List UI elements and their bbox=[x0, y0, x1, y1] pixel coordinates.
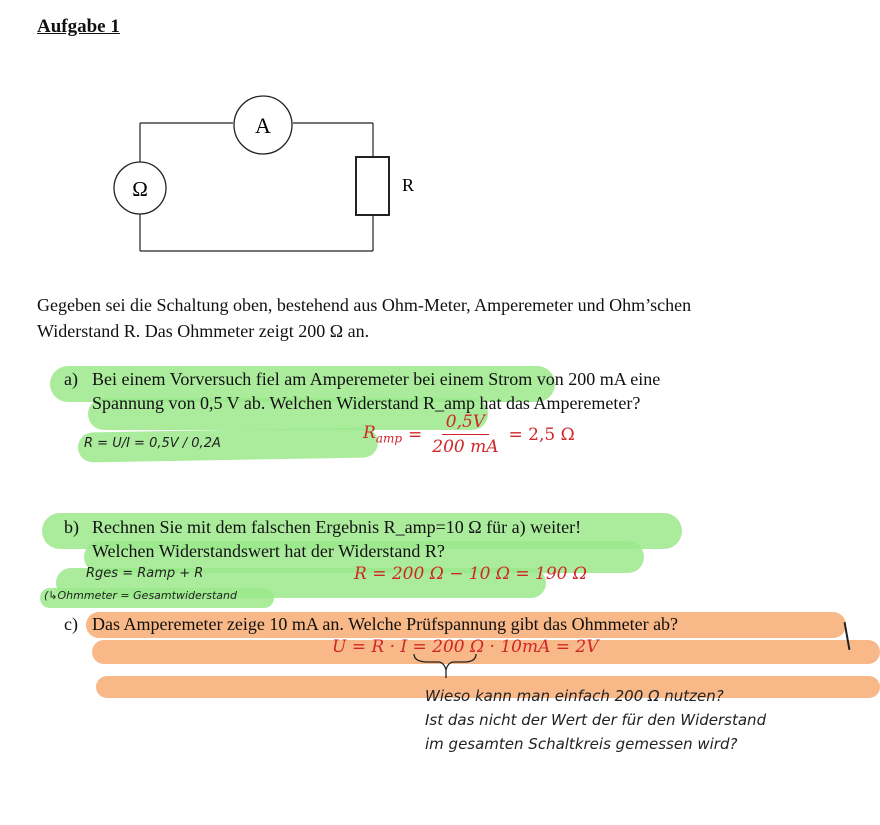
intro-line-2: Widerstand R. Das Ohmmeter zeigt 200 Ω an. bbox=[37, 321, 370, 341]
ammeter-label: A bbox=[255, 113, 271, 138]
answer-a-sub: amp bbox=[375, 431, 403, 446]
ohmmeter-label: Ω bbox=[132, 177, 148, 201]
resistor-symbol bbox=[356, 157, 389, 215]
task-c bbox=[64, 612, 854, 636]
page-title: Aufgabe 1 bbox=[37, 16, 120, 37]
resistor-label: R bbox=[402, 175, 415, 195]
note-line-1: Wieso kann man einfach 200 Ω nutzen? bbox=[425, 687, 724, 705]
handwritten-formula-a: R = U/I = 0,5V / 0,2A bbox=[84, 436, 221, 451]
task-a bbox=[64, 367, 844, 415]
task-b-marker: b) bbox=[64, 517, 79, 537]
task-a-marker: a) bbox=[64, 369, 78, 389]
note-line-2: Ist das nicht der Wert der für den Widerstand bbox=[425, 711, 767, 729]
answer-a-lhs: R bbox=[363, 423, 376, 444]
answer-a-fraction bbox=[428, 412, 502, 457]
task-b-line-2: Welchen Widerstandswert hat der Widerstand R? bbox=[92, 541, 445, 561]
answer-b: R = 200 Ω − 10 Ω = 190 Ω bbox=[354, 564, 587, 584]
handwritten-question bbox=[425, 684, 766, 756]
circuit-diagram bbox=[100, 85, 420, 260]
note-line-3: im gesamten Schaltkreis gemessen wird? bbox=[425, 735, 738, 753]
task-c-marker: c) bbox=[64, 614, 78, 634]
task-b-line-1: Rechnen Sie mit dem falschen Ergebnis R_amp=10 Ω für a) weiter! bbox=[92, 517, 582, 537]
answer-a-denominator: 200 mA bbox=[432, 437, 499, 457]
task-b bbox=[64, 515, 844, 563]
answer-a-result: = 2,5 Ω bbox=[508, 424, 575, 445]
answer-a bbox=[363, 412, 575, 457]
intro-line-1: Gegeben sei die Schaltung oben, bestehend aus Ohm-Meter, Amperemeter und Ohm’schen bbox=[37, 295, 692, 315]
handwritten-note-b: (↳Ohmmeter = Gesamtwiderstand bbox=[44, 589, 238, 602]
brace-mark bbox=[410, 650, 480, 680]
intro-paragraph bbox=[37, 292, 857, 344]
answer-a-numerator: 0,5V bbox=[442, 412, 489, 435]
answer-c: U = R · I = 200 Ω · 10mA = 2V bbox=[332, 637, 599, 657]
task-c-line-1: Das Amperemeter zeige 10 mA an. Welche Prüfspannung gibt das Ohmmeter ab? bbox=[92, 614, 679, 634]
handwritten-formula-b: Rges = Ramp + R bbox=[86, 566, 204, 581]
answer-a-eq: = bbox=[408, 424, 423, 445]
task-a-line-1: Bei einem Vorversuch fiel am Amperemeter bei einem Strom von 200 mA eine bbox=[92, 369, 661, 389]
task-a-line-2: Spannung von 0,5 V ab. Welchen Widerstand R_amp hat das Amperemeter? bbox=[92, 393, 641, 413]
